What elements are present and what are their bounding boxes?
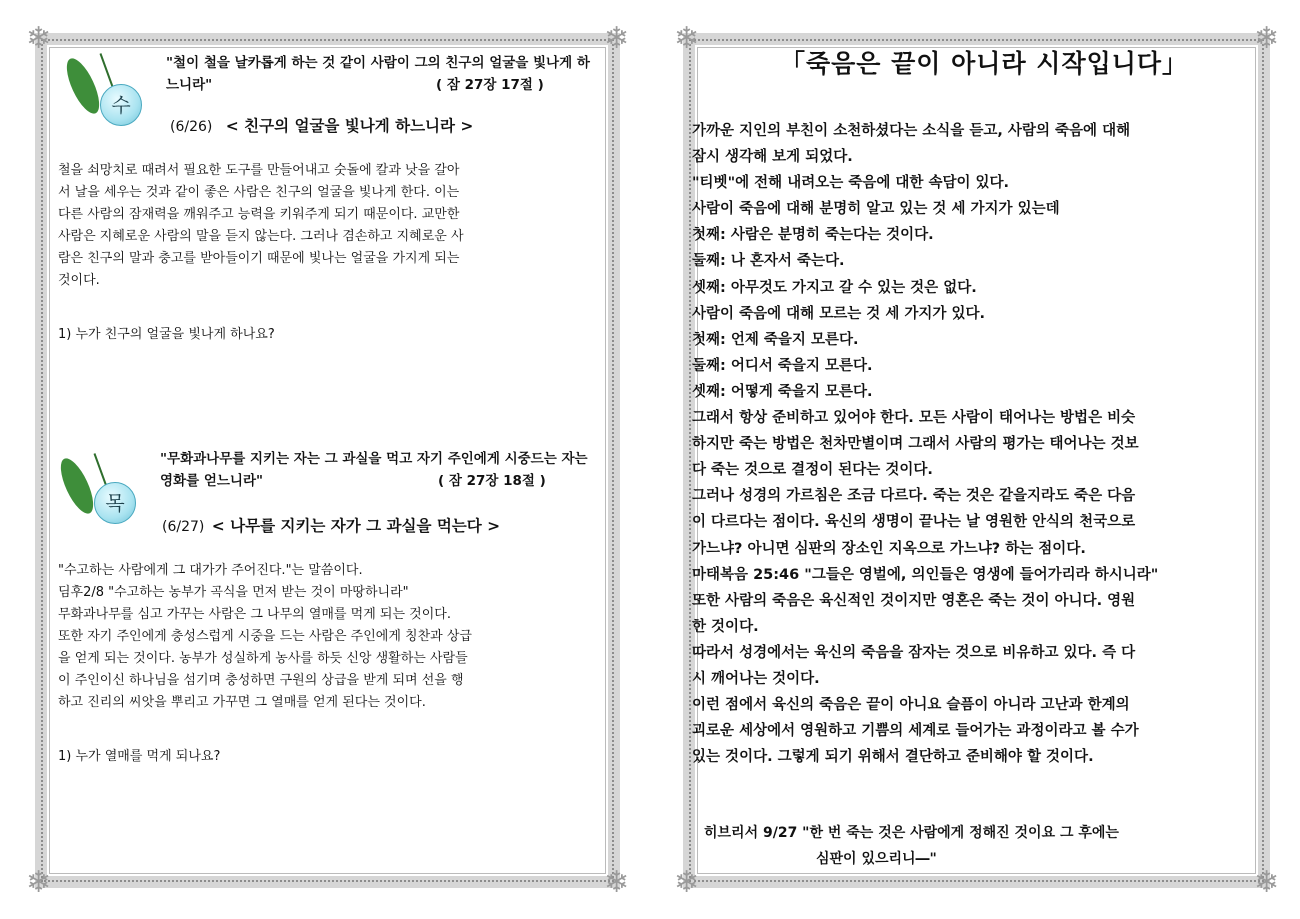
body-line: "수고하는 사람에게 그 대가가 주어진다."는 말씀이다. xyxy=(58,563,363,578)
essay-line: 가까운 지인의 부친이 소천하셨다는 소식을 듣고, 사람의 죽음에 대해 xyxy=(692,123,1131,139)
essay-line: 사람이 죽음에 대해 분명히 알고 있는 것 세 가지가 있는데 xyxy=(692,201,1060,218)
body-line: 무화과나무를 심고 가꾸는 사람은 그 나무의 열매를 먹게 되는 것이다. xyxy=(58,607,451,622)
verse-quote: "무화과나무를 지키는 자는 그 과실을 먹고 자기 주인에게 시중드는 자는 영화를 얻느니라" xyxy=(160,451,588,489)
closing-quote xyxy=(692,820,1242,872)
body-line: 람은 친구의 말과 충고를 받아들이기 때문에 빛나는 얼굴을 가지게 되는 xyxy=(58,251,460,266)
essay-line: 첫째: 사람은 분명히 죽는다는 것이다. xyxy=(692,227,934,244)
body-line: 철을 쇠망치로 때려서 필요한 도구를 만들어내고 숫돌에 칼과 낫을 갈아 xyxy=(58,163,460,178)
section-body xyxy=(58,160,598,292)
section-date: (6/27) xyxy=(162,519,205,535)
essay-line: 첫째: 언제 죽을지 모른다. xyxy=(692,331,859,348)
verse-reference: ( 잠 27장 18절 ) xyxy=(438,473,546,489)
snowflake-icon: ❄ xyxy=(604,21,630,56)
body-line: 것이다. xyxy=(58,273,100,288)
essay-line: 그래서 항상 준비하고 있어야 한다. 모든 사람이 태어나는 방법은 비슷 xyxy=(692,410,1136,427)
section-question: 1) 누가 친구의 얼굴을 빛나게 하나요? xyxy=(58,327,275,342)
essay-line: 또한 사람의 죽음은 육신적인 것이지만 영혼은 죽는 것이 아니다. 영원 xyxy=(692,592,1136,609)
closing-line: 히브리서 9/27 "한 번 죽는 것은 사람에게 정해진 것이요 그 후에는 xyxy=(704,825,1119,841)
day-badge-wednesday: 수 xyxy=(100,84,142,126)
snowflake-icon: ❄ xyxy=(604,865,630,900)
section-heading xyxy=(162,514,500,539)
essay-body xyxy=(692,118,1242,770)
snowflake-icon: ❄ xyxy=(674,21,700,56)
body-line: 하고 진리의 씨앗을 뿌리고 가꾸면 그 열매를 얻게 된다는 것이다. xyxy=(58,695,426,710)
essay-line: 둘째: 나 혼자서 죽는다. xyxy=(692,253,845,270)
essay-line: 잠시 생각해 보게 되었다. xyxy=(692,149,853,166)
closing-line: 심판이 있으리니―" xyxy=(816,851,937,868)
body-line: 또한 자기 주인에게 충성스럽게 시중을 드는 사람은 주인에게 칭찬과 상급 xyxy=(58,629,472,644)
essay-line: 그러나 성경의 가르침은 조금 다르다. 죽는 것은 같을지라도 죽은 다음 xyxy=(692,488,1136,505)
body-line: 서 날을 세우는 것과 같이 좋은 사람은 친구의 얼굴을 빛나게 한다. 이는 xyxy=(58,185,460,200)
essay-line: 사람이 죽음에 대해 모르는 것 세 가지가 있다. xyxy=(692,305,985,322)
section-heading xyxy=(170,114,473,139)
verse-quote: "철이 철을 날카롭게 하는 것 같이 사람이 그의 친구의 얼굴을 빛나게 하느니라" xyxy=(166,55,590,93)
essay-line: 가느냐? 아니면 심판의 장소인 지옥으로 가느냐? 하는 점이다. xyxy=(692,540,1086,557)
section-question: 1) 누가 열매를 먹게 되나요? xyxy=(58,749,221,764)
snowflake-icon: ❄ xyxy=(1254,865,1280,900)
body-line: 딤후2/8 "수고하는 농부가 곡식을 먼저 받는 것이 마땅하니라" xyxy=(58,585,409,600)
snowflake-icon: ❄ xyxy=(1254,21,1280,56)
body-line: 을 얻게 되는 것이다. 농부가 성실하게 농사를 하듯 신앙 생활하는 사람들 xyxy=(58,651,468,666)
essay-line: 따라서 성경에서는 육신의 죽음을 잠자는 것으로 비유하고 있다. 즉 다 xyxy=(692,644,1136,661)
section-date: (6/26) xyxy=(170,119,213,135)
section-title: < 친구의 얼굴을 빛나게 하느니라 > xyxy=(225,117,474,135)
snowflake-icon: ❄ xyxy=(674,865,700,900)
essay-line: 이런 점에서 육신의 죽음은 끝이 아니요 슬픔이 아니라 고난과 한계의 xyxy=(692,697,1130,714)
essay-line: 한 것이다. xyxy=(692,618,759,635)
body-line: 이 주인이신 하나님을 섬기며 충성하면 구원의 상급을 받게 되며 선을 행 xyxy=(58,673,464,688)
essay-line: 괴로운 세상에서 영원하고 기쁨의 세계로 들어가는 과정이라고 볼 수가 xyxy=(692,723,1139,740)
essay-line: "티벳"에 전해 내려오는 죽음에 대한 속담이 있다. xyxy=(692,175,1010,192)
section-title: < 나무를 지키는 자가 그 과실을 먹는다 > xyxy=(211,517,501,535)
essay-line: 시 깨어나는 것이다. xyxy=(692,670,820,687)
verse-reference: ( 잠 27장 17절 ) xyxy=(436,77,544,93)
essay-line: 있는 것이다. 그렇게 되기 위해서 결단하고 준비해야 할 것이다. xyxy=(692,749,1094,766)
essay-line: 둘째: 어디서 죽을지 모른다. xyxy=(692,357,873,374)
essay-line: 이 다르다는 점이다. 육신의 생명이 끝나는 날 영원한 안식의 천국으로 xyxy=(692,514,1136,531)
essay-line: 마태복음 25:46 "그들은 영벌에, 의인들은 영생에 들어가리라 하시니라" xyxy=(692,566,1159,583)
essay-line: 하지만 죽는 방법은 천차만별이며 그래서 사람의 평가는 태어나는 것보 xyxy=(692,436,1139,453)
snowflake-icon: ❄ xyxy=(26,865,52,900)
body-line: 사람은 지혜로운 사람의 말을 듣지 않는다. 그러나 겸손하고 지혜로운 사 xyxy=(58,229,464,244)
section-body xyxy=(58,560,603,714)
essay-line: 셋째: 아무것도 가지고 갈 수 있는 것은 없다. xyxy=(692,279,977,296)
day-badge-thursday: 목 xyxy=(94,482,136,524)
essay-line: 다 죽는 것으로 결정이 된다는 것이다. xyxy=(692,462,933,479)
snowflake-icon: ❄ xyxy=(26,21,52,56)
body-line: 다른 사람의 잠재력을 깨워주고 능력을 키워주게 되기 때문이다. 교만한 xyxy=(58,207,460,222)
essay-line: 셋째: 어떻게 죽을지 모른다. xyxy=(692,383,873,400)
page-title: 「죽음은 끝이 아니라 시작입니다」 xyxy=(780,49,1189,78)
